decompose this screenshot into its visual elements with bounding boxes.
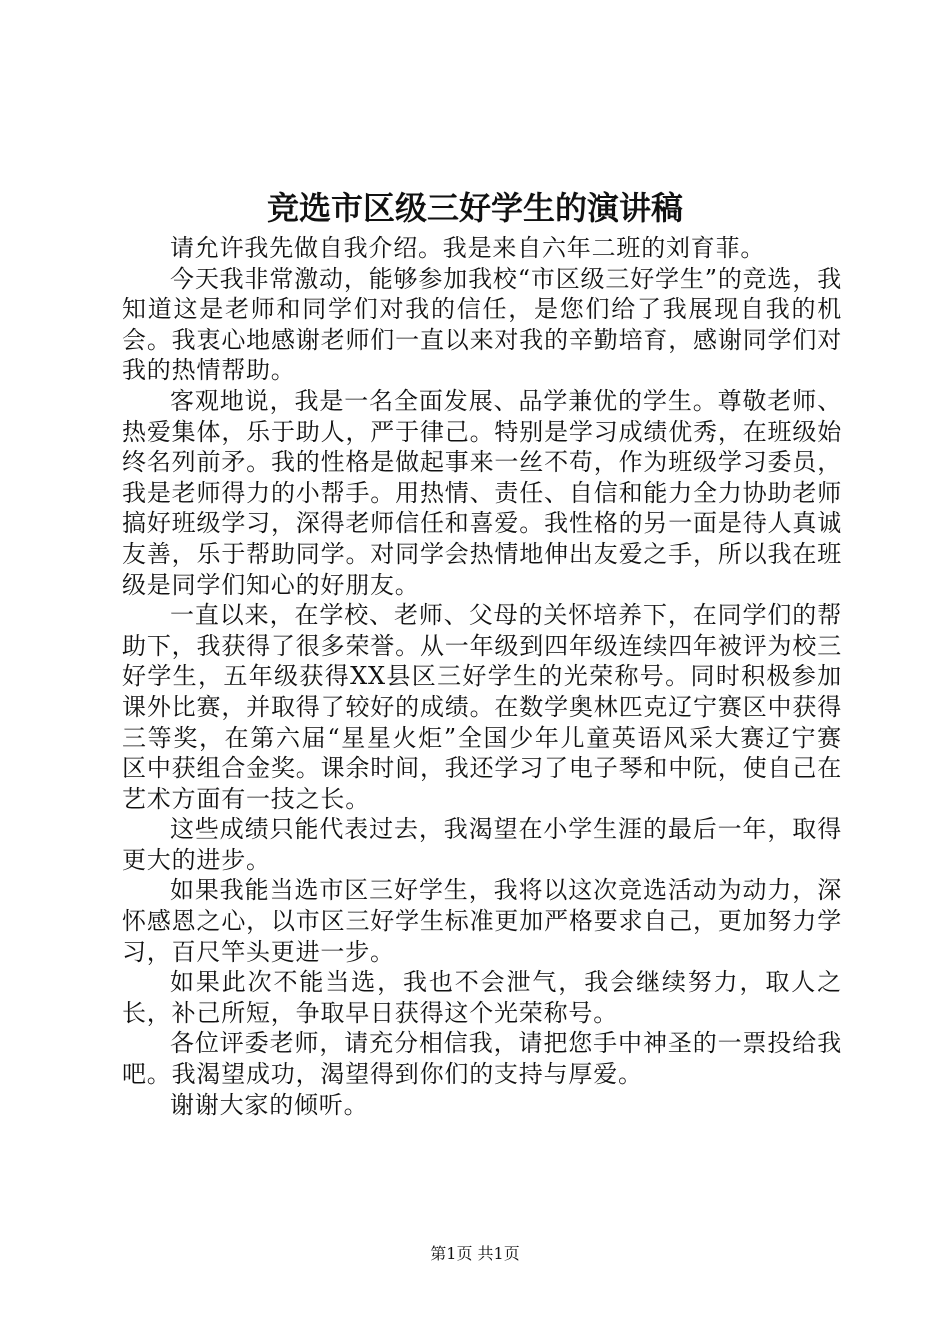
paragraph-thanks: 谢谢大家的倾听。 bbox=[170, 1090, 369, 1119]
paragraph-self-description: 客观地说，我是一名全面发展、品学兼优的学生。尊敬老师、热爱集体，乐于助人，严于律己。特别是学习成绩优秀，在班级始终名列前矛。我的性格是做起事来一丝不苟，作为班级学习委员，我是老师得力的小帮手。用热情、责任、自信和能力全力协助老师搞好班级学习，深得老师信任和喜爱。我性格的另一面是待人真诚友善，乐于帮助同学。对同学会热情地伸出友爱之手，所以我在班级是同学们知心的好朋友。 bbox=[122, 386, 842, 599]
document-title: 竞选市区级三好学生的演讲稿 bbox=[266, 189, 683, 227]
paragraph-if-elected: 如果我能当选市区三好学生，我将以这次竞选活动为动力，深怀感恩之心，以市区三好学生标准更加严格要求自己，更加努力学习，百尺竿头更进一步。 bbox=[122, 876, 842, 966]
paragraph-honors: 一直以来，在学校、老师、父母的关怀培养下，在同学们的帮助下，我获得了很多荣誉。从一年级到四年级连续四年被评为校三好学生，五年级获得XX县区三好学生的光荣称号。同时积极参加课外比赛，并取得了较好的成绩。在数学奥林匹克辽宁赛区中获得三等奖，在第六届“星星火炬”全国少年儿童英语风采大赛辽宁赛区中获组合金奖。课余时间，我还学习了电子琴和中阮，使自己在艺术方面有一技之长。 bbox=[122, 601, 842, 813]
document-body bbox=[122, 233, 842, 1120]
paragraph-if-not-elected: 如果此次不能当选，我也不会泄气，我会继续努力，取人之长，补己所短，争取早日获得这个光荣称号。 bbox=[122, 968, 842, 1027]
page-number-footer: 第1页 共1页 bbox=[430, 1244, 520, 1263]
paragraph-introduction: 请允许我先做自我介绍。我是来自六年二班的刘育菲。 bbox=[170, 234, 766, 262]
paragraph-progress: 这些成绩只能代表过去，我渴望在小学生涯的最后一年，取得更大的进步。 bbox=[122, 815, 842, 874]
paragraph-vote-request: 各位评委老师，请充分相信我，请把您手中神圣的一票投给我吧。我渴望成功，渴望得到你们的支持与厚爱。 bbox=[122, 1029, 842, 1089]
paragraph-gratitude: 今天我非常激动，能够参加我校“市区级三好学生”的竞选，我知道这是老师和同学们对我的信任，是您们给了我展现自我的机会。我衷心地感谢老师们一直以来对我的辛勤培育，感谢同学们对我的热情帮助。 bbox=[122, 264, 842, 385]
